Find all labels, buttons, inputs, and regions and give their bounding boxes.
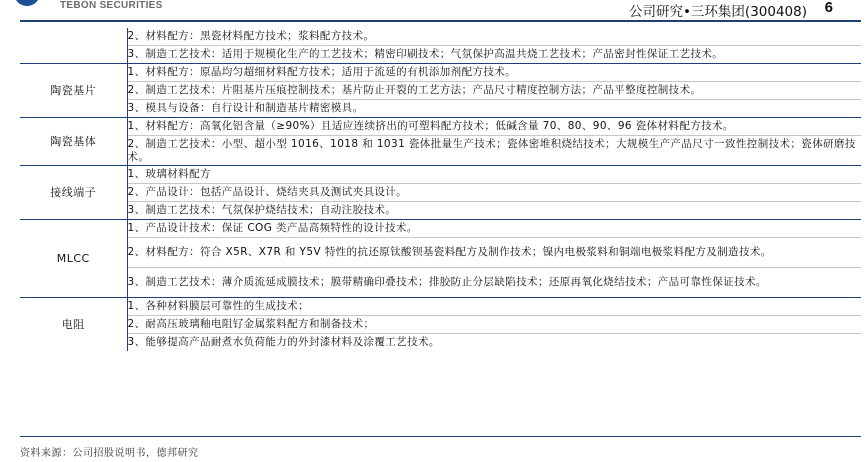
item-cell: 1、材料配方：高氧化铝含量（≥90%）且适应连续挤出的可塑料配方技术；低碱含量 70、80、90、96 瓷体材料配方技术。 bbox=[127, 118, 861, 136]
item-cell: 1、玻璃材料配方 bbox=[127, 166, 861, 184]
table-row bbox=[20, 334, 861, 352]
header-divider bbox=[20, 20, 861, 22]
item-cell: 1、产品设计技术：保证 COG 类产品高频特性的设计技术。 bbox=[127, 220, 861, 238]
item-cell: 2、耐高压玻璃釉电阻钌金属浆料配方和制备技术； bbox=[127, 316, 861, 334]
source-note: 资料来源：公司招股说明书，德邦研究 bbox=[20, 448, 199, 459]
item-cell: 3、制造工艺技术：适用于规模化生产的工艺技术；精密印刷技术；气氛保护高温共烧工艺技术；产品密封性保证工艺技术。 bbox=[127, 46, 861, 64]
table-row bbox=[20, 268, 861, 298]
item-cell: 3、模具与设备：自行设计和制造基片精密模具。 bbox=[127, 100, 861, 118]
table-row bbox=[20, 202, 861, 220]
item-cell: 3、制造工艺技术：薄介质流延成膜技术；膜带精确印叠技术；排胶防止分层缺陷技术；还原再氧化烧结技术；产品可靠性保证技术。 bbox=[127, 268, 861, 298]
table-row bbox=[20, 100, 861, 118]
item-cell: 1、各种材料膜层可靠性的生成技术； bbox=[127, 298, 861, 316]
table-row bbox=[20, 136, 861, 166]
technology-table bbox=[20, 28, 861, 351]
table-bottom-divider bbox=[20, 436, 861, 437]
table-row bbox=[20, 64, 861, 82]
table-row bbox=[20, 166, 861, 184]
category-cell: 陶瓷基片 bbox=[20, 64, 127, 118]
table-row bbox=[20, 298, 861, 316]
table-row bbox=[20, 118, 861, 136]
table-row bbox=[20, 82, 861, 100]
report-title: 公司研究•三环集团(300408) bbox=[628, 4, 807, 20]
category-cell bbox=[20, 28, 127, 64]
table-row bbox=[20, 28, 861, 46]
item-cell: 2、产品设计：包括产品设计、烧结夹具及测试夹具设计。 bbox=[127, 184, 861, 202]
table-row bbox=[20, 46, 861, 64]
page-header bbox=[0, 0, 867, 19]
page-number: 6 bbox=[824, 0, 833, 16]
item-cell: 2、材料配方：黑瓷材料配方技术；浆料配方技术。 bbox=[127, 28, 861, 46]
brand-name: TEBON SECURITIES bbox=[60, 0, 163, 11]
item-cell: 2、制造工艺技术：片阻基片压痕控制技术；基片防止开裂的工艺方法；产品尺寸精度控制方法；产品平整度控制技术。 bbox=[127, 82, 861, 100]
item-cell: 1、材料配方：原晶均匀超细材料配方技术；适用于流延的有机添加剂配方技术。 bbox=[127, 64, 861, 82]
tebon-logo-icon bbox=[14, 0, 40, 6]
item-cell: 3、制造工艺技术：气氛保护烧结技术；自动注胶技术。 bbox=[127, 202, 861, 220]
table-row bbox=[20, 238, 861, 268]
category-cell: 陶瓷基体 bbox=[20, 118, 127, 166]
table-row bbox=[20, 316, 861, 334]
item-cell: 2、制造工艺技术：小型、超小型 1016、1018 和 1031 瓷体批量生产技术；瓷体密堆积烧结技术；大规模生产产品尺寸一致性控制技术；瓷体研磨技术。 bbox=[127, 136, 861, 166]
table-row bbox=[20, 184, 861, 202]
table-row bbox=[20, 220, 861, 238]
category-cell: MLCC bbox=[20, 220, 127, 298]
item-cell: 3、能够提高产品耐煮水负荷能力的外封漆材料及涂覆工艺技术。 bbox=[127, 334, 861, 352]
category-cell: 电阻 bbox=[20, 298, 127, 352]
category-cell: 接线端子 bbox=[20, 166, 127, 220]
item-cell: 2、材料配方：符合 X5R、X7R 和 Y5V 特性的抗还原钛酸钡基瓷料配方及制作技术；镍内电极浆料和铜端电极浆料配方及制造技术。 bbox=[127, 238, 861, 268]
